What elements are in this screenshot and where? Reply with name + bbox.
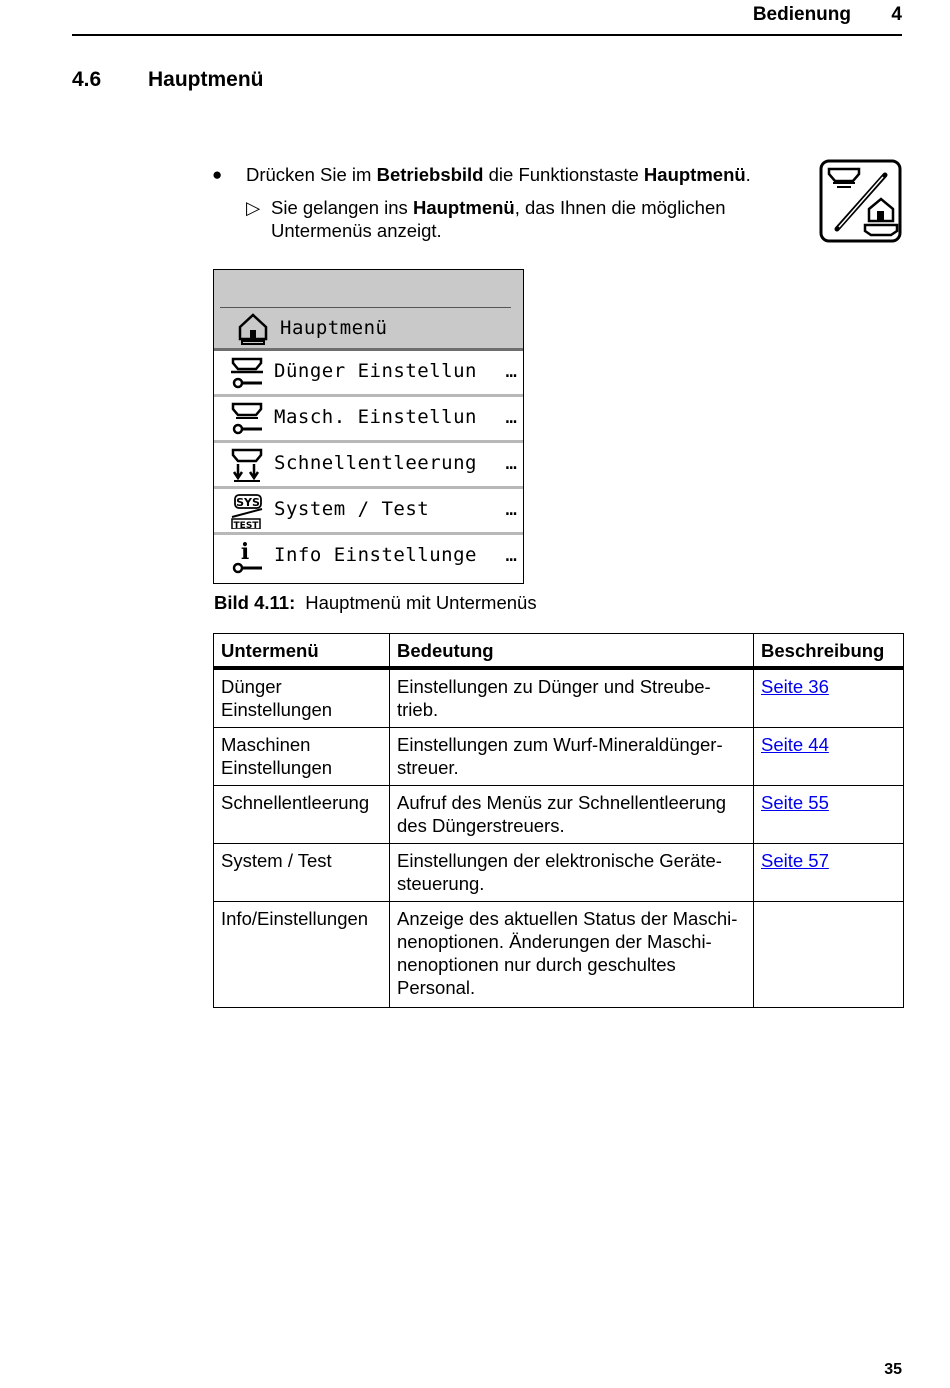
table-row — [214, 728, 904, 786]
figure-caption-text: Hauptmenü mit Untermenüs — [305, 592, 537, 613]
home-menu-icon — [236, 311, 270, 347]
cell-menu: Schnellentleerung — [214, 786, 390, 844]
screen-menu-item-duenger[interactable] — [214, 351, 523, 397]
screen-menu-label: Masch. Einstellun — [274, 406, 477, 428]
screen-menu-dots: … — [505, 406, 517, 428]
table-row — [214, 902, 904, 1008]
machine-settings-icon — [230, 401, 264, 437]
column-header-untermenue: Untermenü — [214, 634, 390, 669]
screen-menu-dots: … — [505, 544, 517, 566]
cell-meaning: Einstellungen der elektronische Geräte-steuerung. — [390, 844, 754, 902]
running-header-chapter: 4 — [891, 4, 902, 25]
cell-ref — [754, 668, 904, 728]
column-header-bedeutung: Bedeutung — [390, 634, 754, 669]
screen-menu-item-schnellentleerung[interactable] — [214, 443, 523, 489]
cell-ref — [754, 902, 904, 1008]
screen-menu-label: Schnellentleerung — [274, 452, 477, 474]
screen-menu-label: Dünger Einstellun — [274, 360, 477, 382]
cell-menu: Maschinen Einstellungen — [214, 728, 390, 786]
instruction-result: Sie gelangen ins Hauptmenü, das Ihnen die möglichen Untermenüs anzeigt. — [271, 197, 726, 241]
page-link[interactable]: Seite 44 — [761, 734, 829, 755]
table-row — [214, 786, 904, 844]
page-number: 35 — [884, 1361, 902, 1378]
table-header-row — [214, 634, 904, 669]
cell-meaning: Anzeige des aktuellen Status der Maschi-nenoptionen. Änderungen der Maschi-nenoptionen nur durch geschultes Personal. — [390, 902, 754, 1008]
main-menu-key-icon — [819, 159, 902, 243]
cell-menu: Dünger Einstellungen — [214, 668, 390, 728]
terminal-screen — [213, 269, 524, 584]
cell-ref — [754, 786, 904, 844]
screen-menu-dots: … — [505, 360, 517, 382]
screen-title: Hauptmenü — [280, 317, 388, 339]
screen-menu-item-system[interactable] — [214, 489, 523, 535]
table-row — [214, 668, 904, 728]
info-settings-icon — [230, 539, 264, 575]
header-rule — [72, 34, 902, 36]
table-row — [214, 844, 904, 902]
result-arrow-icon: ▷ — [246, 197, 261, 218]
figure-label: Bild 4.11: — [214, 592, 296, 613]
submenu-table — [213, 633, 904, 1008]
bullet-icon: ● — [212, 165, 223, 184]
cell-menu: System / Test — [214, 844, 390, 902]
cell-meaning: Einstellungen zu Dünger und Streube-trieb. — [390, 668, 754, 728]
instruction-step: Drücken Sie im Betriebsbild die Funktionstaste Hauptmenü. — [246, 164, 751, 185]
screen-menu-dots: … — [505, 452, 517, 474]
screen-menu-label: System / Test — [274, 498, 430, 520]
page-link[interactable]: Seite 57 — [761, 850, 829, 871]
cell-meaning: Einstellungen zum Wurf-Mineraldünger-streuer. — [390, 728, 754, 786]
cell-meaning: Aufruf des Menüs zur Schnellentleerung des Düngerstreuers. — [390, 786, 754, 844]
cell-menu: Info/Einstellungen — [214, 902, 390, 1008]
info-icon-text: i — [240, 539, 250, 565]
screen-menu-dots: … — [505, 498, 517, 520]
screen-title-row — [214, 308, 523, 351]
section-title: Hauptmenü — [148, 68, 264, 91]
test-icon-text: TEST — [233, 521, 259, 529]
screen-menu-label: Info Einstellunge — [274, 544, 477, 566]
cell-ref — [754, 728, 904, 786]
quick-empty-icon — [230, 447, 264, 483]
cell-ref — [754, 844, 904, 902]
fertilizer-settings-icon — [230, 355, 264, 391]
system-test-icon — [230, 493, 264, 529]
figure-caption — [214, 592, 537, 614]
page-link[interactable]: Seite 55 — [761, 792, 829, 813]
running-header-title: Bedienung — [752, 4, 851, 25]
sys-icon-text: SYS — [236, 496, 260, 509]
screen-status-bar — [214, 270, 523, 308]
screen-menu-item-maschine[interactable] — [214, 397, 523, 443]
screen-menu-item-info[interactable] — [214, 535, 523, 578]
page-link[interactable]: Seite 36 — [761, 676, 829, 697]
column-header-beschreibung: Beschreibung — [754, 634, 904, 669]
section-number: 4.6 — [72, 68, 102, 91]
